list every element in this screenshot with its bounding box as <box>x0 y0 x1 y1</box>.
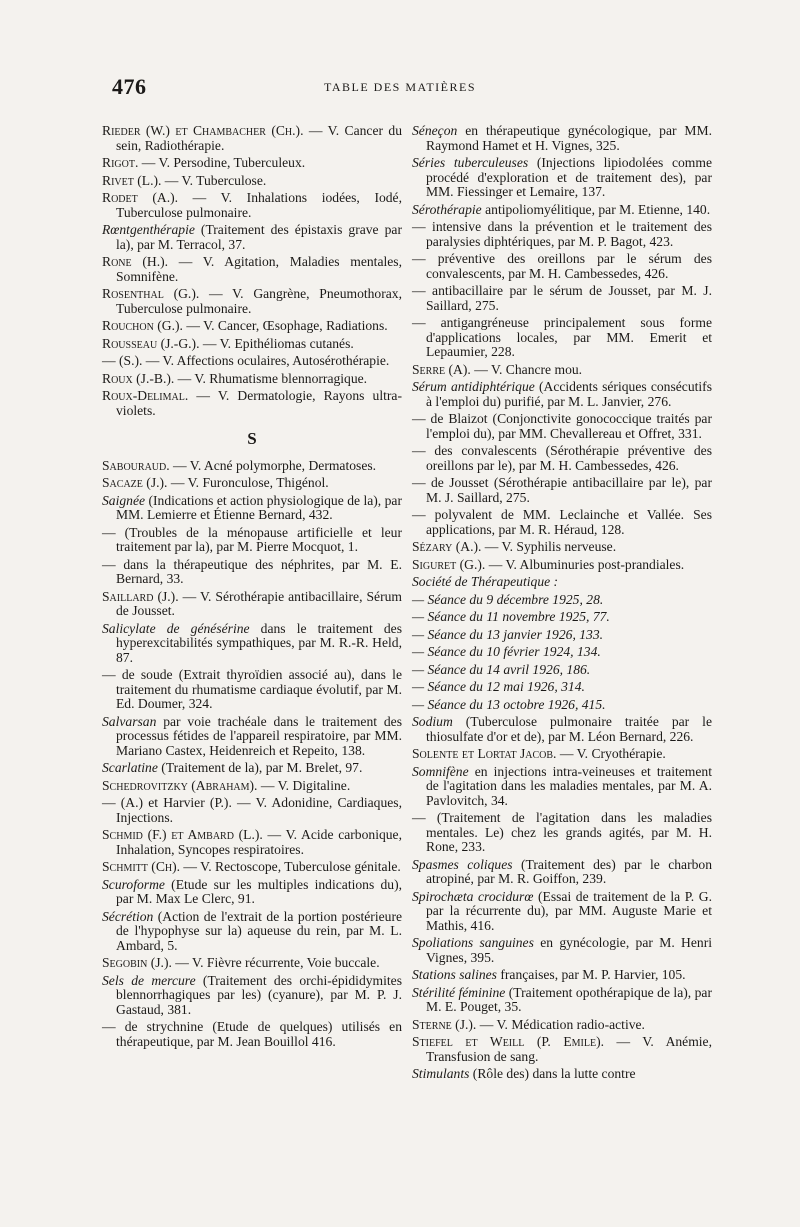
entry-heading: — <box>412 443 435 458</box>
entry-text: de soude (Extrait thyroïdien associé au), dans le traitement du rhumatisme cardiaque évolutif, par M. Ed. Doumer, 324. <box>116 667 402 711</box>
entry-text: — V. Fièvre récurrente, Voie buccale. <box>171 955 380 970</box>
entry-heading: — (A.) et Harvier (P.). <box>102 795 232 810</box>
entry-text: des convalescents (Sérothérapie préventive des oreillons par le), par M. H. Cambessedes, 426. <box>426 443 712 473</box>
index-entry <box>412 220 712 249</box>
entry-text: — V. Acide carbonique, Inhalation, Syncopes respiratoires. <box>116 827 402 857</box>
entry-text: — V. Furonculose, Thigénol. <box>167 475 329 490</box>
entry-heading: Séneçon <box>412 123 458 138</box>
entry-text: — V. Acné polymorphe, Dermatoses. <box>169 457 377 473</box>
entry-heading: — <box>412 475 431 490</box>
entry-heading: Sterne (J.). <box>412 1016 477 1032</box>
index-entry <box>102 558 402 587</box>
entry-text: — V. Albuminuries post-prandiales. <box>485 556 685 572</box>
index-entry <box>412 1018 712 1033</box>
entry-heading: — intensive dans la prévention et le traitement des paralysies diphtériques, par M. P. Bagot, 423. <box>412 219 712 249</box>
index-entry <box>102 796 402 825</box>
entry-text: de Blaizot (Conjonctivite gonococcique traités par l'emploi du), par MM. Chevallereau et Offret, 331. <box>426 411 712 441</box>
index-entry <box>102 372 402 387</box>
entry-text: en gynécologie, par M. Henri Vignes, 395. <box>426 935 713 965</box>
index-entry <box>102 156 402 171</box>
entry-heading: Rigot. <box>102 155 139 170</box>
entry-text: (Essai de traitement de la P. G. par la récurrente du), par MM. Auguste Marie et Mathis, 416. <box>426 888 712 933</box>
entry-heading: — Séance du 14 avril 1926, 186. <box>412 661 591 677</box>
index-entry <box>102 337 402 352</box>
section-heading: S <box>247 429 257 448</box>
index-entry <box>412 680 712 695</box>
entry-heading: Stiefel et Weill (P. Emile). <box>412 1034 604 1049</box>
index-entry <box>412 203 712 218</box>
index-entry <box>412 412 712 441</box>
entry-heading: — (Traitement de l'agitation dans les maladies mentales. Le) chez les grands agités, par M. H. Rone, 233. <box>412 810 712 854</box>
entry-text: de Jousset (Sérothérapie antibacillaire par le), par M. J. Saillard, 275. <box>426 475 712 505</box>
entry-heading: Rousseau (J.-G.). <box>102 335 200 351</box>
index-entry <box>102 828 402 857</box>
entry-text: — V. Affections oculaires, Autosérothérapie. <box>142 353 390 368</box>
entry-text: (Traitement opothérapique de la), par M. E. Pouget, 35. <box>426 984 712 1014</box>
entry-heading: — préventive des oreillons par le sérum des convalescents, par M. H. Cambessedes, 426. <box>412 251 712 281</box>
index-entry <box>412 1035 712 1064</box>
entry-heading: Société de Thérapeutique : <box>412 574 559 589</box>
entry-heading: Sécrétion <box>102 908 154 924</box>
entry-heading: Saillard (J.). <box>102 588 179 604</box>
entry-heading: Sels de mercure <box>102 972 196 988</box>
index-entry <box>102 255 402 284</box>
index-entry <box>412 476 712 505</box>
index-entry <box>412 380 712 409</box>
entry-text: — V. Epithéliomas cutanés. <box>199 335 354 351</box>
index-entry <box>412 698 712 713</box>
entry-text: — V. Cancer, Œsophage, Radiations. <box>182 318 388 333</box>
index-entry <box>102 191 402 220</box>
index-entry <box>412 968 712 983</box>
index-entry <box>412 890 712 934</box>
entry-text: — V. Syphilis nerveuse. <box>481 539 617 554</box>
entry-heading: — Séance du 11 novembre 1925, 77. <box>412 609 610 624</box>
index-entry <box>412 610 712 625</box>
entry-text: (Tuberculose pulmonaire traitée par le thiosulfate d'or et de), par M. Léon Bernard, 226. <box>426 714 712 744</box>
index-entry <box>102 860 402 875</box>
running-title: TABLE DES MATIÈRES <box>323 80 477 94</box>
entry-heading: Scuroforme <box>102 876 165 892</box>
index-entry <box>102 878 402 907</box>
entry-heading: Stations salines <box>412 967 497 982</box>
entry-heading: — <box>102 667 122 682</box>
entry-text: antigangréneuse principalement sous forme d'applications locales, par MM. Emerit et Lepaumier, 228. <box>426 315 712 359</box>
entry-heading: Sabouraud. <box>102 457 170 473</box>
entry-heading: Roux-Delimal. <box>102 388 189 403</box>
entry-heading: — Séance du 13 janvier 1926, 133. <box>412 626 604 642</box>
index-entry <box>412 124 712 153</box>
index-entry <box>102 124 402 153</box>
entry-text: — V. Rectoscope, Tuberculose génitale. <box>180 859 401 874</box>
entry-text: (Indications et action physiologique de la), par MM. Lemierre et Étienne Bernard, 432. <box>116 492 402 522</box>
left-column <box>102 124 402 1052</box>
entry-heading: — <box>412 507 435 522</box>
entry-text: de strychnine (Etude de quelques) utilisés en thérapeutique, par M. Jean Bouillol 416. <box>116 1019 403 1049</box>
entry-text: — V. Sérothérapie antibacillaire, Sérum de Jousset. <box>116 588 402 618</box>
entry-text: (Traitement des orchi-épididymites blennorrhagiques par les) (cyanure), par M. P. J. Gastaud, 381. <box>116 972 403 1017</box>
index-entry <box>412 508 712 537</box>
entry-text: — V. Adonidine, Cardiaques, Injections. <box>116 795 402 825</box>
entry-heading: Rosenthal (G.). <box>102 286 200 301</box>
entry-heading: — Séance du 9 décembre 1925, 28. <box>412 591 604 607</box>
entry-text: (Traitement de la), par M. Brelet, 97. <box>157 760 363 775</box>
entry-heading: Sérothérapie <box>412 201 482 217</box>
index-entry <box>102 910 402 954</box>
entry-text: dans le traitement des hyperexcitabilités sympathiques, par M. R.-R. Held, 87. <box>116 620 402 665</box>
entry-text: — V. Médication radio-active. <box>476 1016 645 1032</box>
entry-text: polyvalent de MM. Leclainche et Vallée. Ses applications, par M. R. Héraud, 128. <box>426 507 712 537</box>
entry-heading: Schmid (F.) et Ambard (L.). <box>102 827 263 842</box>
entry-heading: Rivet (L.). <box>102 172 162 188</box>
page-number: 476 <box>112 74 147 99</box>
entry-heading: Schmitt (Ch). <box>102 859 181 874</box>
entry-heading: — <box>412 283 433 298</box>
index-entry <box>102 956 402 971</box>
right-column <box>412 124 712 1085</box>
index-entry <box>412 811 712 855</box>
entry-heading: Sézary (A.). <box>412 539 482 554</box>
index-entry <box>102 494 402 523</box>
entry-heading: — (Troubles de la ménopause artificielle et leur traitement par la), par M. Pierre Mocquot, 1. <box>102 524 402 554</box>
entry-text: — V. Inhalations iodées, Iodé, Tuberculose pulmonaire. <box>116 190 402 220</box>
entry-heading: — Séance du 13 octobre 1926, 415. <box>412 696 606 712</box>
entry-heading: — Séance du 12 mai 1926, 314. <box>412 679 585 694</box>
entry-heading: — Séance du 10 février 1924, 134. <box>412 644 601 659</box>
entry-heading: Saignée <box>102 492 146 508</box>
index-entry <box>412 575 712 590</box>
entry-heading: Spasmes coliques <box>412 856 513 872</box>
entry-heading: Salvarsan <box>102 713 157 729</box>
index-entry <box>412 444 712 473</box>
entry-heading: — <box>102 1019 125 1034</box>
index-entry <box>412 558 712 573</box>
index-entry <box>102 459 402 474</box>
entry-heading: — <box>412 315 441 330</box>
index-entry <box>412 593 712 608</box>
entry-text: — V. Dermatologie, Rayons ultra-violets. <box>116 388 402 418</box>
entry-text: — V. Rhumatisme blennorragique. <box>174 370 368 386</box>
index-entry <box>102 779 402 794</box>
entry-heading: Spirochæta crocidurœ <box>412 888 534 904</box>
entry-text: — V. Agitation, Maladies mentales, Somnifène. <box>116 254 402 284</box>
entry-heading: Salicylate de génésérine <box>102 620 250 636</box>
entry-text: (Traitement des) par le charbon atropiné, par M. R. Goiffon, 239. <box>426 856 712 886</box>
entry-heading: Segobin (J.). <box>102 955 172 970</box>
index-entry <box>102 476 402 491</box>
entry-text: — V. Cryothérapie. <box>556 746 666 761</box>
entry-text: — V. Tuberculose. <box>161 172 267 188</box>
entry-text: (Action de l'extrait de la portion postérieure de l'hypophyse sur la) aqueuse du rein, par M. L. Ambard, 5. <box>116 908 402 953</box>
entry-heading: Rone (H.). <box>102 254 169 269</box>
entry-heading: Sacaze (J.). <box>102 475 168 490</box>
entry-heading: Scarlatine <box>102 760 158 775</box>
entry-text: — V. Persodine, Tuberculeux. <box>138 155 306 170</box>
entry-heading: Rouchon (G.). <box>102 318 183 333</box>
index-entry <box>102 389 402 418</box>
entry-text: en injections intra-veineuses et traitement de l'agitation dans les maladies mentales, par M. A. Pavlovitch, 34. <box>426 763 712 808</box>
index-entry <box>102 590 402 619</box>
index-entry <box>102 526 402 555</box>
entry-text: — V. Cancer du sein, Radiothérapie. <box>116 123 402 153</box>
entry-text: — V. Chancre mou. <box>470 361 583 377</box>
index-entry <box>102 287 402 316</box>
entry-text: (Rôle des) dans la lutte contre <box>469 1066 636 1081</box>
index-entry <box>102 668 402 712</box>
entry-text: antibacillaire par le sérum de Jousset, par M. J. Saillard, 275. <box>426 283 712 313</box>
entry-heading: Rieder (W.) et Chambacher (Ch.). <box>102 123 304 138</box>
entry-text: (Traitement des épistaxis grave par la), par M. Terracol, 37. <box>116 222 402 252</box>
entry-text: (Injections lipiodolées comme procédé d'exploration et de traitement des), par MM. Fiessinger et Lemaire, 137. <box>426 155 712 199</box>
entry-text: en thérapeutique gynécologique, par MM. Raymond Hamet et H. Vignes, 325. <box>426 123 712 153</box>
index-entry <box>412 284 712 313</box>
index-entry <box>102 761 402 776</box>
entry-heading: Séries tuberculeuses <box>412 155 529 170</box>
index-entry <box>102 1020 402 1049</box>
index-entry <box>412 765 712 809</box>
index-entry <box>102 715 402 759</box>
index-entry <box>412 628 712 643</box>
entry-text: (Accidents sériques consécutifs à l'emploi du) purifié, par M. L. Janvier, 276. <box>426 379 713 409</box>
index-entry <box>412 986 712 1015</box>
index-entry <box>412 858 712 887</box>
index-entry <box>412 645 712 660</box>
index-entry <box>102 223 402 252</box>
entry-heading: Sérum antidiphtérique <box>412 379 535 394</box>
index-entry <box>102 174 402 189</box>
index-entry <box>412 663 712 678</box>
index-entry <box>412 936 712 965</box>
entry-text: antipoliomyélitique, par M. Etienne, 140. <box>481 201 711 217</box>
entry-text: (Etude sur les multiples indications du), par M. Max Le Clerc, 91. <box>116 876 402 906</box>
index-entry <box>412 747 712 762</box>
entry-text: — V. Digitaline. <box>257 777 351 793</box>
entry-heading: Stimulants <box>412 1066 470 1081</box>
entry-text: par voie trachéale dans le traitement des processus fétides de l'appareil respiratoire, par MM. Mariano Castex, Heidenreich et Repeito, 138. <box>116 713 402 758</box>
entry-heading: Roux (J.-B.). <box>102 370 175 386</box>
entry-heading: Somnifène <box>412 763 469 779</box>
entry-heading: Rodet (A.). <box>102 190 179 205</box>
entry-heading: Sodium <box>412 714 453 729</box>
entry-heading: Serre (A). <box>412 361 471 377</box>
entry-text: — V. Anémie, Transfusion de sang. <box>426 1034 712 1064</box>
entry-heading: — <box>412 411 431 426</box>
entry-heading: Rœntgenthérapie <box>102 222 195 237</box>
index-entry <box>412 156 712 200</box>
index-entry <box>412 540 712 555</box>
entry-text: — V. Gangrène, Pneumothorax, Tuberculose pulmonaire. <box>116 286 402 316</box>
index-entry <box>102 974 402 1018</box>
index-entry <box>412 1067 712 1082</box>
entry-heading: Spoliations sanguines <box>412 935 534 950</box>
entry-text: françaises, par M. P. Harvier, 105. <box>496 967 686 982</box>
entry-heading: Schedrovitzky (Abraham). <box>102 777 258 793</box>
index-entry <box>412 715 712 744</box>
index-entry <box>102 354 402 369</box>
entry-heading: — (S.). <box>102 353 143 368</box>
index-entry <box>412 252 712 281</box>
entry-heading: Solente et Lortat Jacob. <box>412 746 557 761</box>
index-entry <box>102 319 402 334</box>
entry-heading: Stérilité féminine <box>412 984 506 1000</box>
entry-heading: — dans la thérapeutique des néphrites, par M. E. Bernard, 33. <box>102 556 402 586</box>
entry-heading: Siguret (G.). <box>412 556 486 572</box>
index-entry <box>412 363 712 378</box>
index-entry <box>412 316 712 360</box>
index-entry <box>102 622 402 666</box>
